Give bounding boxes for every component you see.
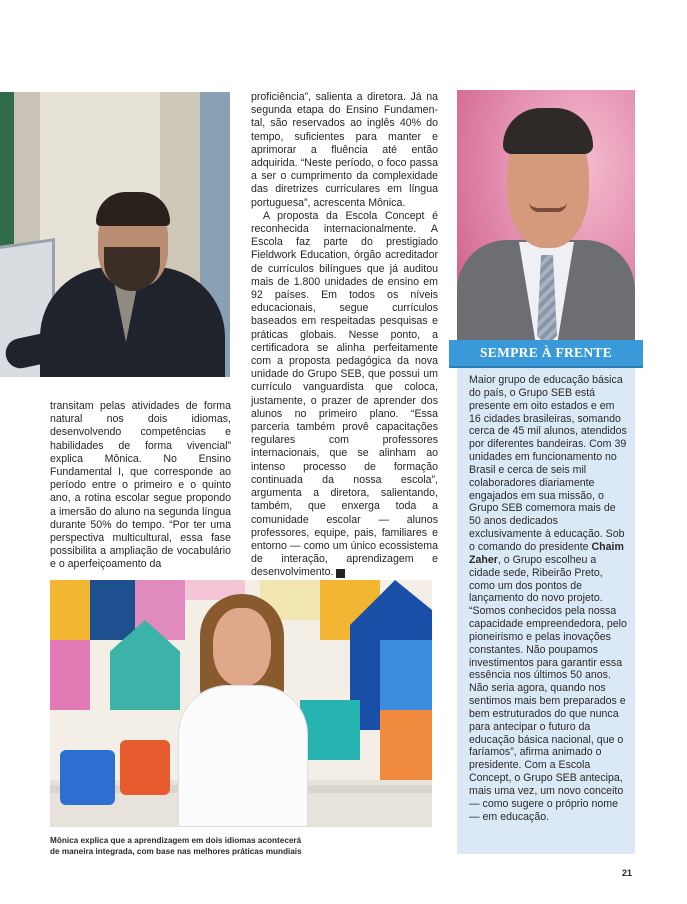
article-paragraph: transitam pelas atividades de forma natural nos dois idiomas, desenvolvendo competências e habilidades de forma vivencial” explica Mônica. No Ensino Fundamental I, que corresponde ao período entre o primeiro e o quinto ano, a rotina escolar segue propondo a imersão do aluno na segunda língua durante 50% do tempo. “Por ter uma perspectiva multicultural, essa fase possibilita a ampliação de vocabulário e o aperfeiçoamento da <box>50 400 231 571</box>
end-mark-icon: r <box>336 569 345 578</box>
article-paragraph <box>251 210 438 580</box>
article-paragraph-text: A proposta da Escola Concept é reconhecida internacionalmente. A Escola faz parte do prestigiado Fieldwork Education, órgão acreditador de currículos bilíngues que já auditou mais de 1.800 unidades de ensino em 92 países. Em todos os níveis educacionais, segue currículos baseados em respeitadas pesquisas e práticas globais. Nesse ponto, a certificadora se alinha perfeitamente com a proposta pedagógica da nova unidade do Grupo SEB, que possui um currículo vanguardista que coloca, justamente, o prazer de aprender dos alunos no primeiro plano. “Essa parceria também provê capacitações regulares com professores internacionais, que se alinham ao intenso processo de formação continuada da nossa escola”, argumenta a diretora, salientando, também, que enxerga toda a comunidade escolar — alunos professores, equipe, pais, familiares e entorno — como um único ecossistema de interação, aprendizagem e desenvolvimento. <box>251 209 438 579</box>
sidebar-title: SEMPRE À FRENTE <box>449 340 643 366</box>
caption-line: Mônica explica que a aprendizagem em dois idiomas acontecerá <box>50 836 302 845</box>
president-name: Chaim Zaher <box>469 540 624 566</box>
photo-president <box>457 90 635 340</box>
page-number: 21 <box>622 868 633 878</box>
photo-monica-classroom <box>50 580 432 827</box>
article-column-left <box>50 400 231 572</box>
article-column-middle <box>251 91 438 580</box>
caption-line: de maneira integrada, com base nas melhores práticas mundiais <box>50 846 302 856</box>
photo-man-at-kiosk <box>0 92 230 377</box>
article-paragraph: proficiência”, salienta a diretora. Já na segunda etapa do Ensino Fundamen-tal, são reservados ao inglês 40% do tempo, suficientes para manter e aprimorar a fluência até então adquirida. “Neste período, o foco passa a ser o cumprimento da complexidade das diretrizes curriculares em língua portuguesa”, acrescenta Mônica. <box>251 91 438 209</box>
sidebar-paragraph: , o Grupo escolheu a cidade sede, Ribeirão Preto, como um dos pontos de lançamento do novo projeto. “Somos conhecidos pela nossa capacidade empreendedora, pelo pioneirismo e pelas inovações constantes. Não poupamos investimentos para garantir essa essência nos últimos 50 anos. Não seria agora, quando nos sentimos mais bem preparados e bem estruturados do que nunca para antecipar o futuro da educação básica nacional, que o faríamos”, afirma animado o presidente. Com a Escola Concept, o Grupo SEB antecipa, mais uma vez, um novo conceito — como sugere o próprio nome — em educação. <box>469 553 627 823</box>
sidebar-paragraph: Maior grupo de educação básica do país, o Grupo SEB está presente em oito estados e em 16 cidades brasileiras, somando cerca de 45 mil alunos, atendidos por diferentes bandeiras. Com 39 unidades em funcionamento no Brasil e cerca de seis mil colaboradores diariamente engajados em sua missão, o Grupo SEB comemora mais de 50 anos dedicados exclusivamente à educação. Sob o comando do presidente <box>469 374 627 553</box>
sidebar-text <box>469 374 629 824</box>
photo-caption <box>50 836 370 857</box>
